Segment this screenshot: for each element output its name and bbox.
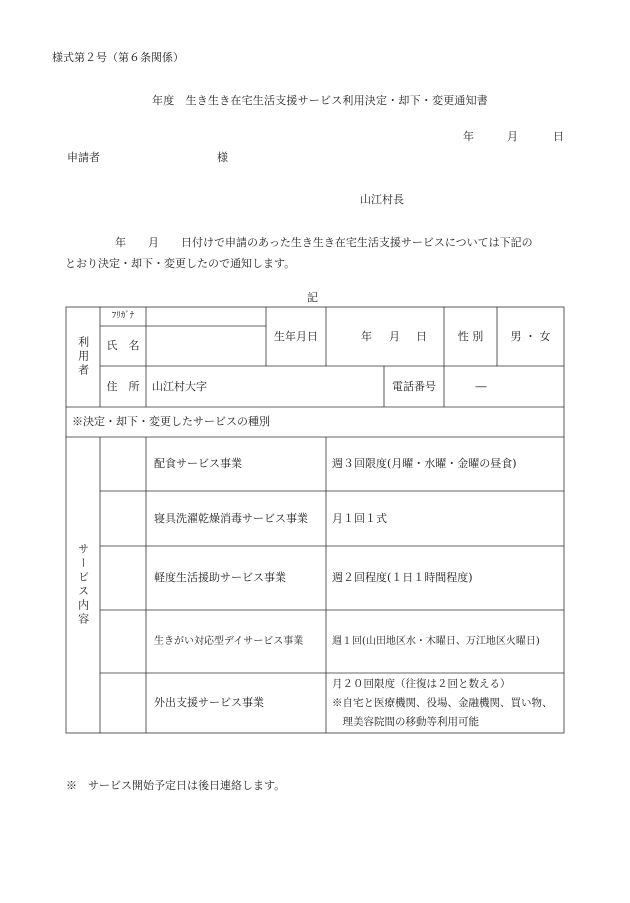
service-detail-1: 週３回限度(月曜・水曜・金曜の昼食): [332, 457, 517, 471]
service-detail-5-line-2: ※自宅と医療機関、役場、金融機関、買い物、: [332, 696, 553, 709]
address-field[interactable]: 山江村大字: [152, 379, 207, 393]
date-day: 日: [553, 130, 564, 143]
birthdate-label: 生年月日: [274, 329, 318, 343]
gender-label: 性 別: [457, 329, 484, 343]
issuer: 山江村長: [360, 193, 404, 206]
service-name-1: 配食サービス事業: [154, 457, 242, 471]
service-checkbox-1[interactable]: [100, 437, 146, 491]
name-field[interactable]: [146, 326, 266, 366]
service-checkbox-4[interactable]: [100, 610, 146, 673]
footer-note: ※ サービス開始予定日は後日連絡します。: [66, 779, 286, 792]
user-section-text: 利用者: [76, 336, 90, 378]
gender-options[interactable]: 男 ・ 女: [510, 329, 551, 343]
date-month: 月: [507, 130, 518, 143]
service-checkbox-3[interactable]: [100, 546, 146, 610]
honorific: 様: [217, 151, 228, 164]
furigana-field[interactable]: [146, 307, 266, 326]
service-type-heading: ※決定・却下・変更したサービスの種別: [72, 415, 270, 429]
furigana-label: ﾌﾘｶﾞﾅ: [111, 311, 135, 322]
birth-year: 年: [361, 329, 372, 343]
service-section-text: サービス内容: [76, 543, 90, 627]
birth-day: 日: [416, 329, 427, 343]
service-detail-2: 月１回１式: [332, 511, 387, 525]
document-title: 年度 生き生き在宅生活支援サービス利用決定・却下・変更通知書: [152, 94, 488, 107]
user-section-label: [66, 307, 100, 407]
ki-heading: 記: [307, 291, 318, 304]
birthdate-field[interactable]: [326, 307, 444, 366]
date-year: 年: [463, 130, 474, 143]
service-detail-3: 週２回程度(１日１時間程度): [332, 571, 473, 585]
notice-line-1: 年 月 日付けで申請のあった生き生き在宅生活支援サービスについては下記の: [115, 236, 533, 249]
service-detail-5-line-1: 月２０回限度（往復は２回と数える）: [332, 677, 511, 690]
service-name-5: 外出支援サービス事業: [154, 696, 264, 710]
service-detail-4: 週１回(山田地区水・木曜日、万江地区火曜日): [332, 635, 540, 647]
birth-month: 月: [389, 329, 400, 343]
address-label: 住 所: [106, 379, 140, 393]
phone-field[interactable]: ―: [475, 379, 487, 393]
service-detail-5-line-3: 理美容院間の移動等利用可能: [332, 715, 479, 728]
service-detail-5: [326, 673, 564, 733]
applicant-label: 申請者: [67, 151, 100, 164]
service-checkbox-2[interactable]: [100, 491, 146, 546]
service-checkbox-5[interactable]: [100, 673, 146, 733]
service-section-label: [66, 437, 100, 733]
service-name-2: 寝具洗濯乾燥消毒サービス事業: [154, 511, 308, 525]
name-label: 氏 名: [106, 339, 140, 353]
service-name-4: 生きがい対応型デイサービス事業: [154, 635, 304, 647]
phone-label: 電話番号: [392, 379, 436, 393]
service-name-3: 軽度生活援助サービス事業: [154, 571, 286, 585]
notice-line-2: とおり決定・却下・変更したので通知します。: [65, 257, 296, 270]
form-number: 様式第２号（第６条関係）: [52, 51, 184, 64]
